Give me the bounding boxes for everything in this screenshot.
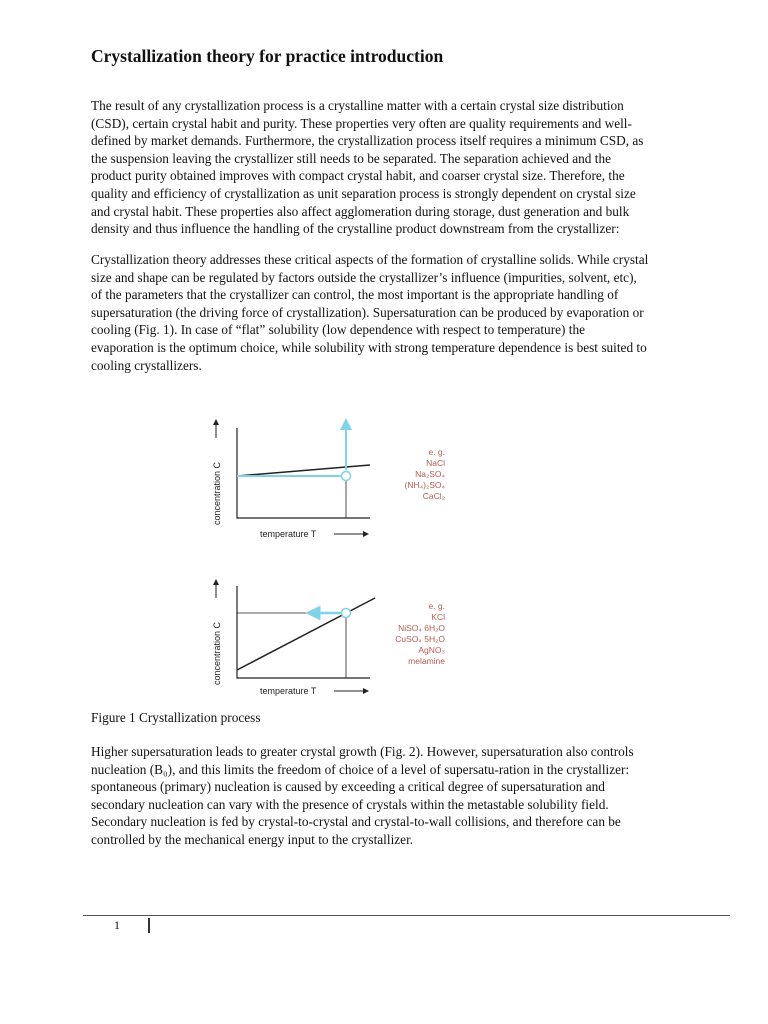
text-line: evaporation is the optimum choice, while solubility with strong temperature dependence is best suited to — [91, 339, 647, 355]
axes-bottom — [237, 586, 370, 678]
example-item: CuSO₄ 5H₂O — [395, 634, 445, 644]
text-line: spontaneous (primary) nucleation is caused by exceeding a critical degree of supersaturation and — [91, 779, 605, 795]
text-line: Crystallization theory addresses these critical aspects of the formation of crystalline solids. While crystal — [91, 252, 649, 267]
state-point — [342, 609, 351, 618]
text-line: controlled by the mechanical energy input to the crystallizer. — [91, 831, 414, 847]
paragraph-theory — [91, 251, 731, 374]
state-point — [342, 472, 351, 481]
x-axis-label: temperature T — [260, 529, 317, 539]
paragraph-intro — [91, 97, 731, 238]
example-item: KCl — [431, 612, 445, 622]
y-axis-label: concentration C — [212, 621, 222, 685]
chart-evaporation — [212, 420, 370, 539]
text-line: nucleation (B₀), and this limits the freedom of choice of a level of supersatu-ration in the crystallizer: — [91, 761, 630, 777]
text-line: product purity obtained improves with compact crystal habit, and coarser crystal size. Therefore, the — [91, 168, 625, 184]
text-line: density and thus influence the handling of the crystalline product downstream from the crystallizer: — [91, 221, 620, 237]
x-axis-label: temperature T — [260, 686, 317, 696]
examples-cooling — [365, 601, 445, 667]
example-item: AgNO₃ — [418, 645, 445, 655]
text-line: secondary nucleation can vary with the presence of crystals within the metastable solubility field. — [91, 796, 609, 812]
page-number: 1 — [114, 918, 120, 932]
solubility-curve-steep — [237, 598, 375, 670]
text-line: of the parameters that the crystallizer can control, the most important is the appropriate handling of — [91, 287, 619, 303]
text-line: Higher supersaturation leads to greater crystal growth (Fig. 2). However, supersaturation also controls — [91, 744, 634, 759]
example-item: e. g. — [428, 601, 445, 611]
footer-separator — [148, 918, 150, 933]
text-line: (CSD), certain crystal habit and purity. These properties very often are quality requirements and well- — [91, 115, 632, 131]
text-line: cooling (Fig. 1). In case of “flat” solubility (low dependence with respect to temperature) the — [91, 322, 586, 338]
text-line: the suspension leaving the crystallizer still needs to be separated. The separation achieved and the — [91, 150, 612, 166]
text-line: The result of any crystallization process is a crystalline matter with a certain crystal size distribution — [91, 98, 624, 113]
text-line: supersaturation (the driving force of crystallization). Supersaturation can be produced by evaporation or — [91, 304, 644, 320]
examples-evaporation — [365, 447, 445, 502]
text-line: defined by market demands. Furthermore, the crystallization process itself requires a minimum CSD, as — [91, 133, 644, 149]
document-title: Crystallization theory for practice introduction — [91, 46, 444, 66]
example-item: NiSO₄ 6H₂O — [398, 623, 445, 633]
text-line: cooling crystallizers. — [91, 357, 202, 373]
text-line: size and shape can be regulated by factors outside the crystallizer’s influence (impurities, solvent, etc), — [91, 269, 637, 285]
paragraph-supersaturation — [91, 743, 731, 849]
text-line: and crystal habit. These properties also affect agglomeration during storage, dust generation and bulk — [91, 203, 630, 219]
figure-caption: Figure 1 Crystallization process — [91, 710, 261, 725]
example-item: CaCl₂ — [422, 491, 445, 501]
text-line: Secondary nucleation is fed by crystal-to-crystal and crystal-to-wall collisions, and therefore can be — [91, 814, 621, 830]
example-item: NaCl — [426, 458, 445, 468]
example-item: (NH₄)₂SO₄ — [404, 480, 445, 490]
y-axis-label: concentration C — [212, 461, 222, 525]
footer-divider — [83, 915, 730, 916]
example-item: e. g. — [428, 447, 445, 457]
example-item: Na₂SO₄ — [415, 469, 445, 479]
chart-cooling — [212, 580, 375, 696]
example-item: melamine — [408, 656, 445, 666]
text-line: quality and efficiency of crystallization as unit separation process is strongly dependent on crystal size — [91, 185, 636, 201]
